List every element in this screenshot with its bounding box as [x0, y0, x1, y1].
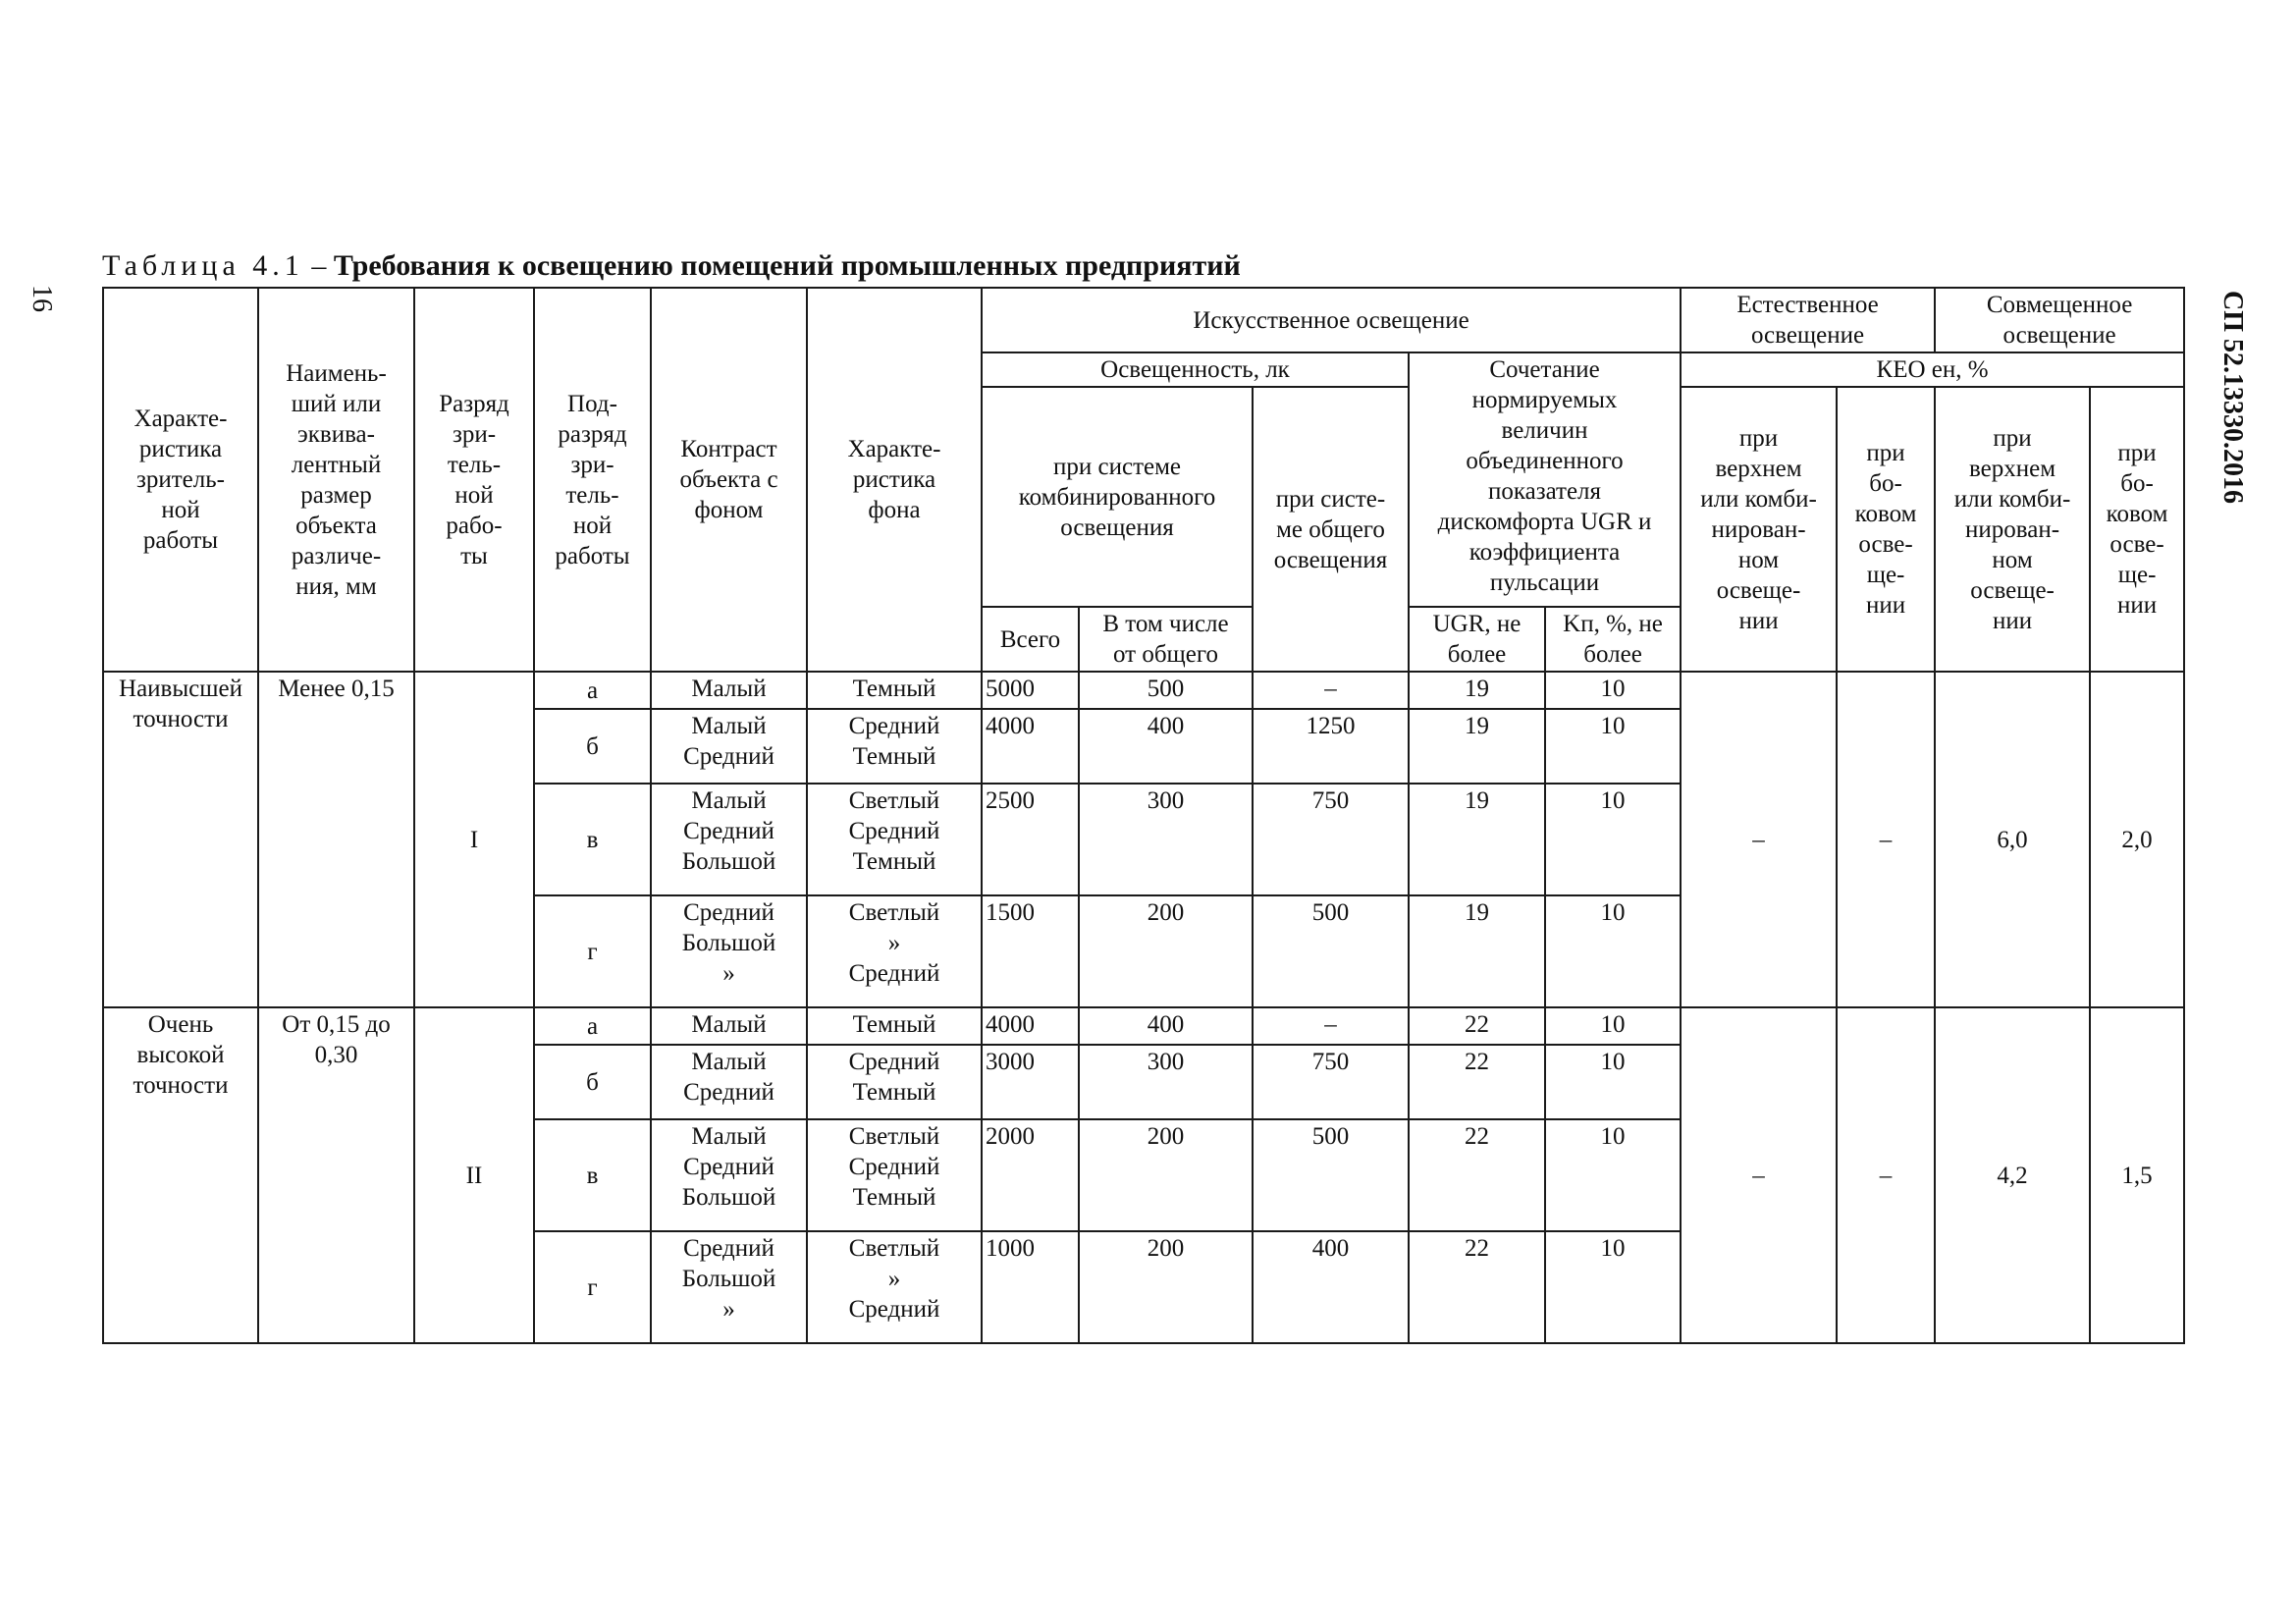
ugr-value: 19: [1409, 672, 1545, 709]
ugr-value: 19: [1409, 895, 1545, 1007]
work-subrank: б: [534, 709, 651, 784]
illuminance-general-system: 750: [1253, 784, 1409, 895]
keo-natural-top: –: [1681, 1007, 1837, 1343]
object-contrast: Средний Большой »: [651, 1231, 807, 1343]
illuminance-general-system: 500: [1253, 895, 1409, 1007]
table-row: [103, 672, 2184, 709]
keo-natural-side: –: [1837, 672, 1935, 1007]
lighting-requirements-table: [102, 287, 2185, 1344]
table-body: [103, 672, 2184, 1343]
keo-natural-side: –: [1837, 1007, 1935, 1343]
keo-natural-top: –: [1681, 672, 1837, 1007]
header-characteristic: Характе- ристика зритель- ной работы: [103, 288, 258, 672]
header-general-system: при систе- ме общего освещения: [1253, 387, 1409, 672]
document-code: СП 52.13330.2016: [2217, 291, 2248, 504]
header-illuminance: Освещенность, лк: [982, 352, 1409, 387]
illuminance-of-general: 200: [1079, 1119, 1253, 1231]
table-caption: [102, 249, 1241, 283]
background-characteristic: Светлый Средний Темный: [807, 1119, 982, 1231]
header-ugr-max: UGR, не более: [1409, 607, 1545, 672]
header-rank: Разряд зри- тель- ной рабо- ты: [414, 288, 534, 672]
work-characteristic: Наивысшей точности: [103, 672, 258, 1007]
background-characteristic: Светлый Средний Темный: [807, 784, 982, 895]
kp-value: 10: [1545, 1231, 1681, 1343]
background-characteristic: Темный: [807, 672, 982, 709]
work-subrank: в: [534, 784, 651, 895]
header-of-general: В том числе от общего: [1079, 607, 1253, 672]
object-size: От 0,15 до 0,30: [258, 1007, 414, 1343]
header-background: Характе- ристика фона: [807, 288, 982, 672]
table-title: Требования к освещению помещений промышленных предприятий: [333, 249, 1241, 282]
illuminance-total: 5000: [982, 672, 1079, 709]
header-contrast: Контраст объекта с фоном: [651, 288, 807, 672]
background-characteristic: Средний Темный: [807, 709, 982, 784]
background-characteristic: Светлый » Средний: [807, 1231, 982, 1343]
work-rank: II: [414, 1007, 534, 1343]
kp-value: 10: [1545, 895, 1681, 1007]
illuminance-general-system: –: [1253, 672, 1409, 709]
ugr-value: 22: [1409, 1045, 1545, 1119]
ugr-value: 22: [1409, 1119, 1545, 1231]
header-natural-side: при бо- ковом осве- ще- нии: [1837, 387, 1935, 672]
header-combined-side: при бо- ковом осве- ще- нии: [2090, 387, 2184, 672]
kp-value: 10: [1545, 672, 1681, 709]
illuminance-general-system: 750: [1253, 1045, 1409, 1119]
header-keo: КЕО eн, %: [1681, 352, 2184, 387]
background-characteristic: Светлый » Средний: [807, 895, 982, 1007]
table-row: [103, 1007, 2184, 1045]
illuminance-of-general: 300: [1079, 1045, 1253, 1119]
header-ugr-combination: Сочетание нормируемых величин объединенного показателя дискомфорта UGR и коэффициента пульсации: [1409, 352, 1681, 607]
header-artificial-lighting: Искусственное освещение: [982, 288, 1681, 352]
object-contrast: Малый: [651, 1007, 807, 1045]
ugr-value: 22: [1409, 1007, 1545, 1045]
illuminance-of-general: 500: [1079, 672, 1253, 709]
work-subrank: г: [534, 1231, 651, 1343]
work-subrank: а: [534, 672, 651, 709]
keo-combined-side: 2,0: [2090, 672, 2184, 1007]
background-characteristic: Темный: [807, 1007, 982, 1045]
illuminance-total: 1000: [982, 1231, 1079, 1343]
illuminance-total: 1500: [982, 895, 1079, 1007]
object-contrast: Малый Средний: [651, 1045, 807, 1119]
kp-value: 10: [1545, 784, 1681, 895]
illuminance-of-general: 400: [1079, 709, 1253, 784]
object-contrast: Малый Средний Большой: [651, 784, 807, 895]
header-combined-lighting: Совмещенное освещение: [1935, 288, 2184, 352]
object-size: Менее 0,15: [258, 672, 414, 1007]
illuminance-general-system: 500: [1253, 1119, 1409, 1231]
header-kp-max: Kп, %, не более: [1545, 607, 1681, 672]
illuminance-general-system: 400: [1253, 1231, 1409, 1343]
illuminance-of-general: 400: [1079, 1007, 1253, 1045]
work-subrank: а: [534, 1007, 651, 1045]
illuminance-of-general: 200: [1079, 895, 1253, 1007]
page-number: 16: [27, 285, 57, 312]
work-subrank: г: [534, 895, 651, 1007]
kp-value: 10: [1545, 1119, 1681, 1231]
work-subrank: в: [534, 1119, 651, 1231]
ugr-value: 19: [1409, 784, 1545, 895]
table-label: Таблица 4.1: [102, 249, 304, 282]
kp-value: 10: [1545, 709, 1681, 784]
work-rank: I: [414, 672, 534, 1007]
header-size: Наимень- ший или эквива- лентный размер объекта различе- ния, мм: [258, 288, 414, 672]
header-combined-system: при системе комбинированного освещения: [982, 387, 1253, 607]
illuminance-total: 3000: [982, 1045, 1079, 1119]
keo-combined-top: 4,2: [1935, 1007, 2090, 1343]
object-contrast: Малый: [651, 672, 807, 709]
background-characteristic: Средний Темный: [807, 1045, 982, 1119]
header-combined-top: при верхнем или комби- нирован- ном освеще- нии: [1935, 387, 2090, 672]
illuminance-total: 4000: [982, 1007, 1079, 1045]
header-natural-lighting: Естественное освещение: [1681, 288, 1935, 352]
keo-combined-side: 1,5: [2090, 1007, 2184, 1343]
illuminance-total: 4000: [982, 709, 1079, 784]
illuminance-general-system: 1250: [1253, 709, 1409, 784]
kp-value: 10: [1545, 1007, 1681, 1045]
header-total: Всего: [982, 607, 1079, 672]
header-natural-top: при верхнем или комби- нирован- ном освеще- нии: [1681, 387, 1837, 672]
object-contrast: Средний Большой »: [651, 895, 807, 1007]
work-subrank: б: [534, 1045, 651, 1119]
ugr-value: 22: [1409, 1231, 1545, 1343]
kp-value: 10: [1545, 1045, 1681, 1119]
header-subrank: Под- разряд зри- тель- ной работы: [534, 288, 651, 672]
illuminance-of-general: 200: [1079, 1231, 1253, 1343]
work-characteristic: Очень высокой точности: [103, 1007, 258, 1343]
object-contrast: Малый Средний: [651, 709, 807, 784]
object-contrast: Малый Средний Большой: [651, 1119, 807, 1231]
illuminance-total: 2500: [982, 784, 1079, 895]
keo-combined-top: 6,0: [1935, 672, 2090, 1007]
illuminance-of-general: 300: [1079, 784, 1253, 895]
ugr-value: 19: [1409, 709, 1545, 784]
illuminance-general-system: –: [1253, 1007, 1409, 1045]
illuminance-total: 2000: [982, 1119, 1079, 1231]
caption-dash: –: [303, 249, 334, 282]
